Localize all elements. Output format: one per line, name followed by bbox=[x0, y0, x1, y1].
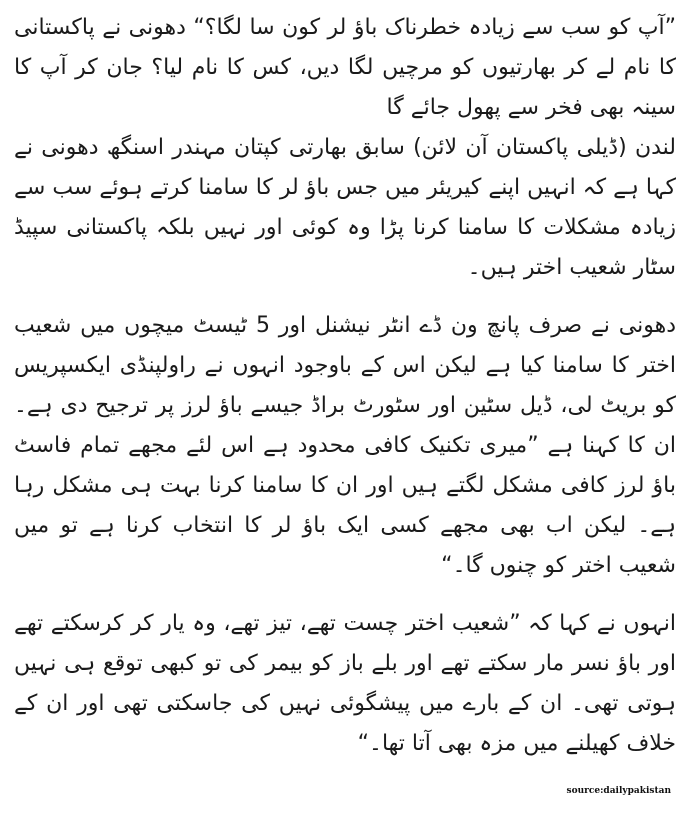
article-paragraph-quote: انہوں نے کہا کہ ”شعیب اختر چست تھے، تیز تھے، وہ یار کر کرسکتے تھے اور باؤ نسر مار سکتے تھے اور بلے باز کو بیمر کی تو کبھی توقع ہی نہیں ہوتی تھی۔ ان کے بارے میں پیشگوئی نہیں کی جاسکتی تھی اور ان کے خلاف کھیلنے میں مزہ بھی آتا تھا۔“ bbox=[14, 611, 676, 756]
news-article bbox=[14, 8, 676, 764]
source-credit: source:dailypakistan bbox=[566, 786, 671, 796]
article-headline: ”آپ کو سب سے زیادہ خطرناک باؤ لر کون سا لگا؟“ دھونی نے پاکستانی کا نام لے کر بھارتیوں کو مرچیں لگا دیں، کس کا نام لیا؟ جان کر آپ کا سینہ بھی فخر سے پھول جائے گا bbox=[14, 15, 676, 120]
article-paragraph-body: دھونی نے صرف پانچ ون ڈے انٹر نیشنل اور 5 ٹیسٹ میچوں میں شعیب اختر کا سامنا کیا ہے لیکن اس کے باوجود انہوں نے راولپنڈی ایکسپریس کو بریٹ لی، ڈیل سٹین اور سٹورٹ براڈ جیسے باؤ لرز پر ترجیح دی ہے۔ ان کا کہنا ہے ”میری تکنیک کافی محدود ہے اس لئے مجھے تمام فاسٹ باؤ لرز کافی مشکل لگتے ہیں اور ان کا سامنا کرنا بہت ہی مشکل رہا ہے۔ لیکن اب بھی مجھے کسی ایک باؤ لر کا انتخاب کرنا ہے تو میں شعیب اختر کو چنوں گا۔“ bbox=[14, 313, 676, 578]
article-paragraph-intro: لندن (ڈیلی پاکستان آن لائن) سابق بھارتی کپتان مہندر اسنگھ دھونی نے کہا ہے کہ انہیں اپنے کیریئر میں جس باؤ لر کا سامنا کرتے ہوئے سب سے زیادہ مشکلات کا سامنا کرنا پڑا وہ کوئی اور نہیں بلکہ پاکستانی سپیڈ سٹار شعیب اختر ہیں۔ bbox=[14, 135, 676, 280]
